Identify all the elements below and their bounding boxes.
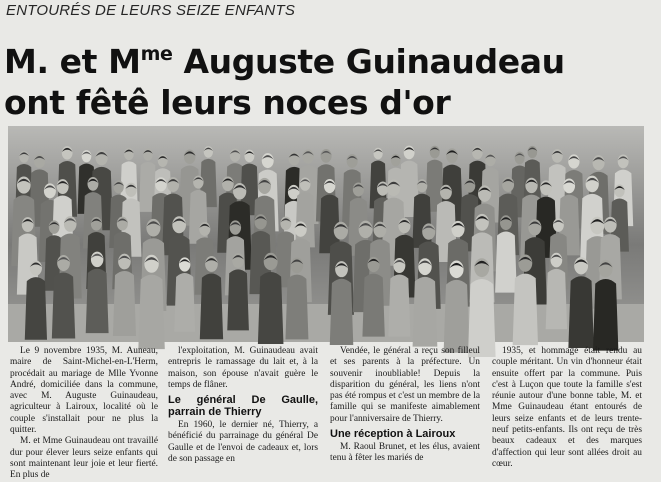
headline-line1-pre: M. et M (4, 42, 141, 81)
article-column-3 (330, 346, 480, 464)
col1-para-2: M. et Mme Guinaudeau ont travaillé dur pour élever leurs seize enfants qui sont maintenant leur joie et leur fierté. En plus de (10, 436, 158, 481)
article-column-2 (168, 346, 318, 465)
col2-para-1: l'exploitation, M. Guinaudeau avait entrepris le ramassage du lait et, à la maison, son épouse n'avait guère le temps de flâner. (168, 346, 318, 390)
subheading-de-gaulle: Le général De Gaulle, parrain de Thierry (168, 394, 318, 419)
group-photo (8, 126, 644, 342)
headline-line2: ont fêtê leurs noces d'or (4, 83, 451, 122)
headline (4, 34, 644, 123)
col2-para-2: En 1960, le dernier né, Thierry, a bénéficié du parrainage du général De Gaulle et de l'envoi de cadeaux et, lors de son passage en (168, 420, 318, 465)
col1-para-1: Le 9 novembre 1935, M. Auneau, maire de Saint-Michel-en-L'Herm, procédait au mariage de Mlle Yvonne André, domiciliée dans la commune, avec M. Auguste Guinaudeau, agriculteur à Lairoux, localité où le couple s'installait pour ne plus la quitter. (10, 346, 158, 436)
subheading-reception: Une réception à Lairoux (330, 428, 456, 441)
col4-para-1: 1935, et hommage était rendu au couple méritant. Un vin d'honneur était ensuite offert par la commune. Puis c'est à Luçon que toute la famille s'est réunie autour d'une bonne table, M. et Mme Guinaudeau étant entourés de leurs seize enfants et de leurs trente-neuf petits-enfants. Ils ont reçu de très beaux cadeaux et des marques d'affection qui leur sont allées droit au cœur. (492, 346, 642, 469)
article-column-4 (492, 346, 642, 469)
article-column-1 (10, 346, 158, 481)
col3-para-2: M. Raoul Brunet, et les élus, avaient tenu à fêter les mariés de (330, 442, 480, 464)
headline-line1-sup: me (140, 43, 173, 65)
group-photo-image (8, 126, 644, 342)
headline-line1-post: Auguste Guinaudeau (172, 42, 565, 81)
col3-para-1: Vendée, le général a reçu son filleul et ses parents à la préfecture. Un souvenir inoubliable! Depuis la disparition du général, les liens n'ont pas été rompus et c'est un membre de la famille qui se manifeste aimablement pour l'anniversaire de Thierry. (330, 346, 480, 424)
kicker: ENTOURÉS DE LEURS SEIZE ENFANTS (6, 2, 296, 19)
